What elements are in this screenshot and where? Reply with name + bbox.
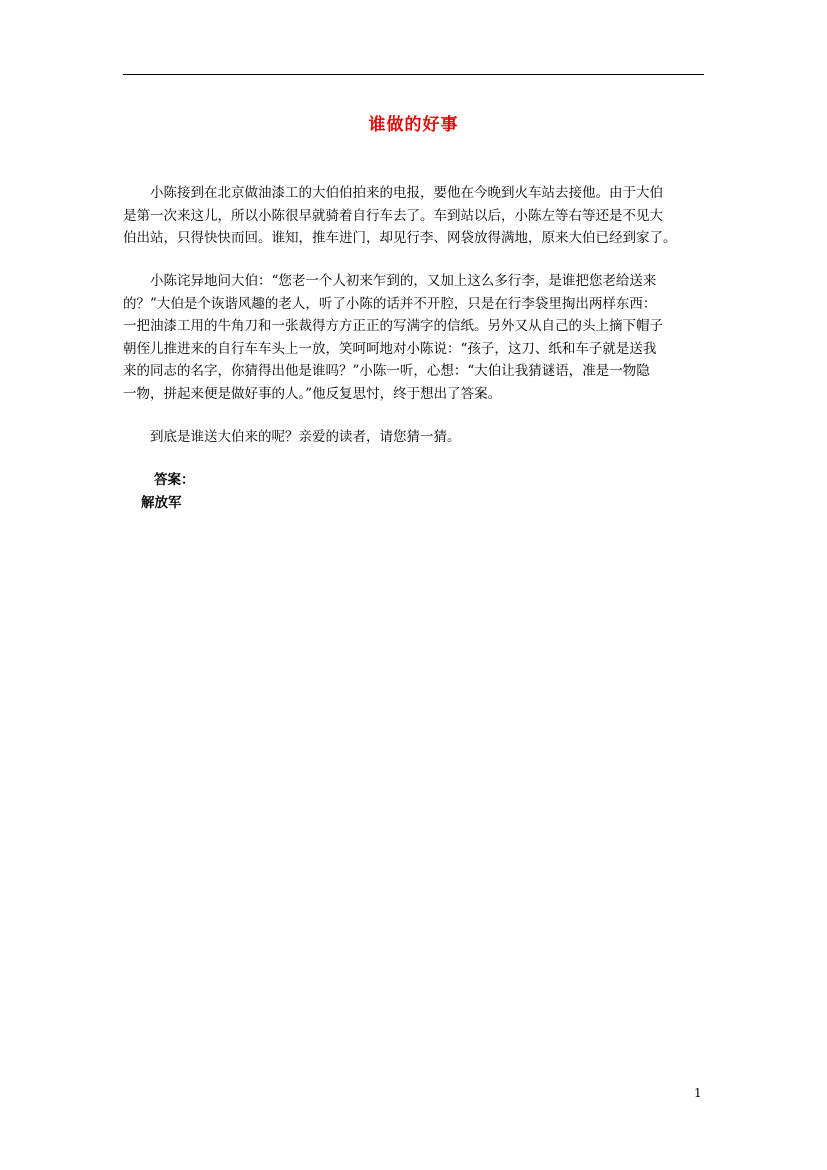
text-line: 来的同志的名字，你猜得出他是谁吗？”小陈一听，心想：“大伯让我猜谜语，准是一物隐	[123, 363, 650, 379]
paragraph-3	[123, 426, 704, 449]
page-number: 1	[694, 1086, 702, 1100]
paragraph-1	[123, 182, 704, 250]
text-line: 小陈接到在北京做油漆工的大伯伯拍来的电报，要他在今晚到火车站去接他。由于大伯	[123, 185, 663, 201]
text-line: 的？”大伯是个诙谐风趣的老人，听了小陈的话并不开腔，只是在行李袋里掏出两样东西：	[123, 295, 657, 312]
text-line: 朝侄儿推进来的自行车车头上一放，笑呵呵地对小陈说：“孩子，这刀、纸和车子就是送我	[123, 340, 657, 357]
text-line: 小陈诧异地问大伯：“您老一个人初来乍到的，又加上这么多行李，是谁把您老给送来	[123, 273, 657, 289]
paragraph-2	[123, 270, 704, 405]
text-line: 是第一次来这儿，所以小陈很早就骑着自行车去了。车到站以后，小陈左等右等还是不见大	[123, 207, 663, 224]
header-rule	[123, 74, 704, 75]
text-line: 一物，拼起来便是做好事的人。”他反复思忖，终于想出了答案。	[123, 385, 502, 402]
text-line: 一把油漆工用的牛角刀和一张裁得方方正正的写满字的信纸。另外又从自己的头上摘下帽子	[123, 318, 663, 334]
answer-text: 解放军	[141, 495, 182, 511]
answer-label: 答案：	[154, 472, 195, 488]
document-title: 谁做的好事	[368, 115, 459, 135]
text-line: 伯出站，只得快快而回。谁知，推车进门，却见行李、网袋放得满地，原来大伯已经到家了。	[123, 230, 677, 246]
text-line: 到底是谁送大伯来的呢？亲爱的读者，请您猜一猜。	[123, 429, 461, 445]
